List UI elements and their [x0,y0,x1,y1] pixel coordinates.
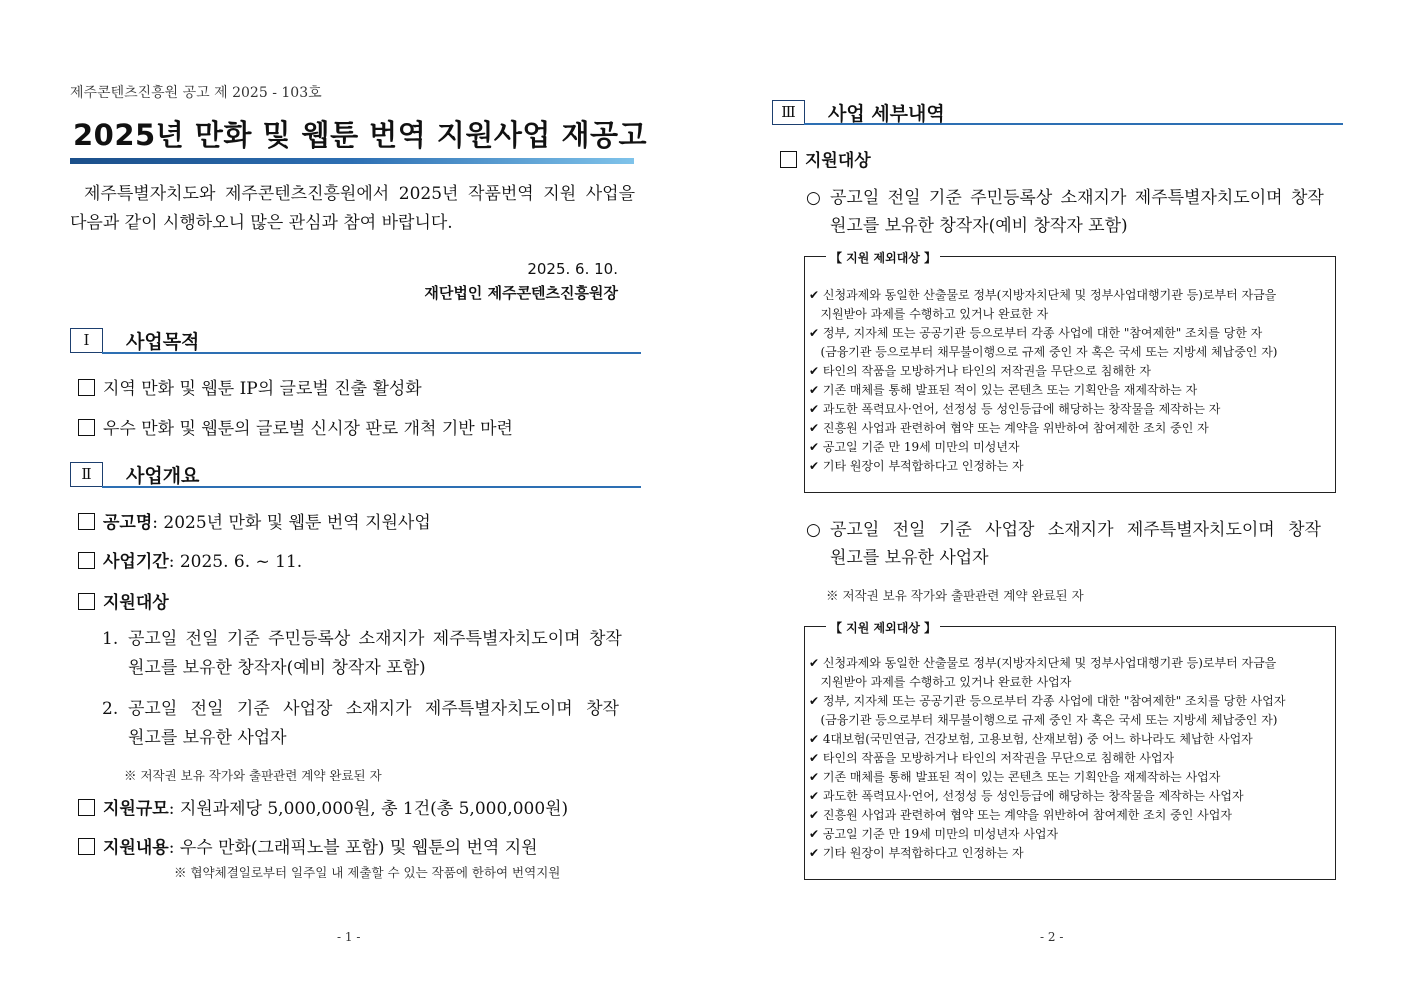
exclusion-item: ✔ 신청과제와 동일한 산출물로 정부(지방자치단체 및 정부사업대행기관 등)로부터 자금을 [809,656,1277,670]
checkbox-square-icon [78,379,95,396]
purpose-item-2: 우수 만화 및 웹툰의 글로벌 신시장 판로 개척 기반 마련 [78,414,513,439]
exclusion-item: ✔ 과도한 폭력묘사·언어, 선정성 등 성인등급에 해당하는 창작물을 제작하는 사업자 [809,789,1244,803]
purpose-item-1: 지역 만화 및 웹툰 IP의 글로벌 진출 활성화 [78,374,422,399]
checkbox-square-icon [78,513,95,530]
content-note: ※ 협약체결일로부터 일주일 내 제출할 수 있는 작품에 한하여 번역지원 [174,865,561,880]
target-1-line-1: 공고일 전일 기준 주민등록상 소재지가 제주특별자치도이며 창작 [128,629,622,649]
exclusion-item: ✔ 진흥원 사업과 관련하여 협약 또는 계약을 위반하여 참여제한 조치 중인 사업자 [809,808,1232,822]
criteria-2-line-2: 원고를 보유한 사업자 [830,548,989,568]
issuing-org: 재단법인 제주콘텐츠진흥원장 [424,284,618,302]
exclusion-item: ✔ 기존 매체를 통해 발표된 적이 있는 콘텐츠 또는 기획안을 재제작하는 자 [809,383,1198,397]
checkbox-square-icon [78,799,95,816]
page-number-1: - 1 - [337,930,361,944]
exclusion-item: ✔ 과도한 폭력묘사·언어, 선정성 등 성인등급에 해당하는 창작물을 제작하는 자 [809,402,1221,416]
intro-paragraph: 제주특별자치도와 제주콘텐츠진흥원에서 2025년 작품번역 지원 사업을 다음과 같이 시행하오니 많은 관심과 참여 바랍니다. [70,184,635,233]
circle-bullet-icon: ○ [806,520,821,540]
title-underline [70,158,634,164]
detail-target: 지원대상 [780,146,871,171]
target-2-number: 2. [102,699,119,719]
target-1-number: 1. [102,629,119,649]
exclusion-item: (금융기관 등으로부터 채무불이행으로 규제 중인 자 혹은 국세 또는 지방세 체납중인 자) [809,713,1278,727]
exclusion-item: ✔ 기타 원장이 부적합하다고 인정하는 자 [809,846,1024,860]
exclusion-label-2: 【 지원 제외대상 】 [826,619,940,636]
target-1-line-2: 원고를 보유한 창작자(예비 창작자 포함) [128,658,426,678]
checkbox-square-icon [78,419,95,436]
overview-period: 사업기간: 2025. 6. ~ 11. [78,547,302,572]
overview-name: 공고명: 2025년 만화 및 웹툰 번역 지원사업 [78,508,431,533]
section-3-title: 사업 세부내역 [828,103,945,125]
exclusion-item: ✔ 진흥원 사업과 관련하여 협약 또는 계약을 위반하여 참여제한 조치 중인 자 [809,421,1209,435]
page-number-2: - 2 - [1040,930,1064,944]
section-2-title: 사업개요 [126,465,200,487]
exclusion-item: ✔ 기존 매체를 통해 발표된 적이 있는 콘텐츠 또는 기획안을 재제작하는 사업자 [809,770,1221,784]
checkbox-square-icon [780,151,797,168]
target-2-line-1: 공고일 전일 기준 사업장 소재지가 제주특별자치도이며 창작 [128,699,619,719]
exclusion-item: ✔ 4대보험(국민연금, 건강보험, 고용보험, 산재보험) 중 어느 하나라도 체납한 사업자 [809,732,1253,746]
overview-target: 지원대상 [78,588,169,613]
exclusion-item: ✔ 공고일 기준 만 19세 미만의 미성년자 사업자 [809,827,1059,841]
target-note: ※ 저작권 보유 작가와 출판관련 계약 완료된 자 [124,768,382,783]
exclusion-label-1: 【 지원 제외대상 】 [826,249,940,266]
criteria-2-note: ※ 저작권 보유 작가와 출판관련 계약 완료된 자 [826,588,1084,603]
section-1-number: Ⅰ [70,328,103,353]
checkbox-square-icon [78,552,95,569]
checkbox-square-icon [78,838,95,855]
exclusion-item: ✔ 공고일 기준 만 19세 미만의 미성년자 [809,440,1020,454]
exclusion-item: ✔ 기타 원장이 부적합하다고 인정하는 자 [809,459,1024,473]
section-2-number: Ⅱ [70,462,103,487]
exclusion-item: 지원받아 과제를 수행하고 있거나 완료한 사업자 [809,675,1072,689]
notice-number: 제주콘텐츠진흥원 공고 제 2025 - 103호 [70,85,322,101]
page-title: 2025년 만화 및 웹툰 번역 지원사업 재공고 [73,118,648,152]
exclusion-item: ✔ 타인의 작품을 모방하거나 타인의 저작권을 무단으로 침해한 사업자 [809,751,1175,765]
section-1-title: 사업목적 [126,331,200,353]
checkbox-square-icon [78,593,95,610]
criteria-1-line-1: 공고일 전일 기준 주민등록상 소재지가 제주특별자치도이며 창작 [830,188,1324,208]
criteria-2-line-1: 공고일 전일 기준 사업장 소재지가 제주특별자치도이며 창작 [830,520,1321,540]
exclusion-item: ✔ 정부, 지자체 또는 공공기관 등으로부터 각종 사업에 대한 "참여제한" 조치를 당한 자 [809,326,1263,340]
target-2-line-2: 원고를 보유한 사업자 [128,728,287,748]
exclusion-item: 지원받아 과제를 수행하고 있거나 완료한 자 [809,307,1049,321]
overview-scale: 지원규모: 지원과제당 5,000,000원, 총 1건(총 5,000,000원) [78,794,568,819]
announce-date: 2025. 6. 10. [527,260,618,278]
criteria-1-line-2: 원고를 보유한 창작자(예비 창작자 포함) [830,216,1128,236]
exclusion-item: ✔ 정부, 지자체 또는 공공기관 등으로부터 각종 사업에 대한 "참여제한" 조치를 당한 사업자 [809,694,1286,708]
circle-bullet-icon: ○ [806,188,821,208]
overview-content: 지원내용: 우수 만화(그래픽노블 포함) 및 웹툰의 번역 지원 [78,833,538,858]
exclusion-item: ✔ 타인의 작품을 모방하거나 타인의 저작권을 무단으로 침해한 자 [809,364,1151,378]
exclusion-item: (금융기관 등으로부터 채무불이행으로 규제 중인 자 혹은 국세 또는 지방세 체납중인 자) [809,345,1278,359]
section-3-number: Ⅲ [772,100,805,125]
exclusion-item: ✔ 신청과제와 동일한 산출물로 정부(지방자치단체 및 정부사업대행기관 등)로부터 자금을 [809,288,1277,302]
